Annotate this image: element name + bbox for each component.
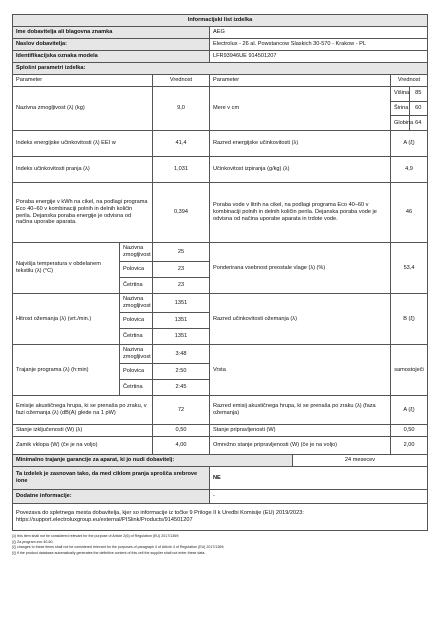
- capacity-label: Nazivna zmogljivost (λ) (kg): [13, 87, 153, 131]
- spin-class-label: Razred učinkovitosti ožemanja (λ): [210, 294, 391, 345]
- noise-class-value: A (ξ): [391, 396, 428, 425]
- dimensions-table: [391, 87, 427, 130]
- header-param: Parameter: [13, 75, 153, 87]
- duration-row-value: 2:50: [153, 364, 210, 380]
- supplier-address-label: Naslov dobavitelja:: [13, 39, 210, 51]
- duration-row-label: Nazivna zmogljivost: [120, 345, 153, 364]
- duration-row-label: Polovica: [120, 364, 153, 380]
- dimensions-cell: [391, 87, 428, 131]
- dim-height-label: Višina: [391, 87, 409, 101]
- moisture-value: 53,4: [391, 243, 428, 294]
- network-standby-label: Omrežno stanje pripravljenosti (W) (če je na voljo): [210, 437, 391, 455]
- dimensions-label: Mere v cm: [210, 87, 391, 131]
- dim-depth-value: 64: [409, 116, 427, 130]
- general-heading: Splošni parametri izdelka:: [13, 63, 428, 75]
- temp-row-label: Nazivna zmogljivost: [120, 243, 153, 262]
- type-value: samostoječi: [391, 345, 428, 396]
- footnote: (ξ) Za program eco 40-60.: [12, 539, 54, 544]
- energy-class-label: Razred energijske učinkovitosti (λ): [210, 131, 391, 157]
- supplier-name-value: AEG: [210, 27, 428, 39]
- off-mode-value: 0,50: [153, 425, 210, 437]
- footnote: (ξ) changes to these items shall not be considered relevant for the purposes of paragraph 4 of Article 4 of Regulation (EU) 2017/1369;: [12, 545, 225, 550]
- model-id-value: LFR93946UE 914501207: [210, 51, 428, 63]
- wash-index-value: 1,031: [153, 157, 210, 183]
- additional-info-value: -: [210, 490, 428, 504]
- supplier-address-value: Electrolux - 26 al. Powstancow Slaskich 30-570 - Krakow - PL: [210, 39, 428, 51]
- header-value: Vrednost: [153, 75, 210, 87]
- rinse-value: 4,9: [391, 157, 428, 183]
- footnote: (ξ) if the product database automatically generates the definitive content of this cell the supplier shall not enter these data.: [12, 550, 206, 555]
- info-table: [12, 14, 428, 531]
- standby-value: 0,50: [391, 425, 428, 437]
- energy-consumption-value: 0,394: [153, 183, 210, 243]
- energy-consumption-label: Poraba energije v kWh na cikel, na podlagi programa Eco 40–60 v kombinaciji polnih in delnih količin perila. Dejanska poraba energije je odvisna od načina uporabe aparata.: [13, 183, 153, 243]
- standby-label: Stanje pripravljenosti (W): [210, 425, 391, 437]
- spin-row-value: 1351: [153, 294, 210, 313]
- delay-start-value: 4,00: [153, 437, 210, 455]
- duration-label: Trajanje programa (λ) (h:min): [13, 345, 120, 396]
- sheet-title: Informacijski list izdelka: [13, 15, 428, 27]
- capacity-value: 9,0: [153, 87, 210, 131]
- delay-start-label: Zamik vklopa (W) (če je na voljo): [13, 437, 153, 455]
- spin-class-value: B (ξ): [391, 294, 428, 345]
- footnote: (λ) this item shall not be considered relevant for the purpose of Article 2(6) of Regulation (EU) 2017/1369;: [12, 534, 180, 538]
- duration-row-value: 2:45: [153, 380, 210, 396]
- header-param-2: Parameter: [210, 75, 391, 87]
- additional-info-label: Dodatne informacije:: [13, 490, 210, 504]
- duration-row-label: Četrtina: [120, 380, 153, 396]
- eei-label: Indeks energijske učinkovitosti (λ) EEI w: [13, 131, 153, 157]
- footnotes: [12, 534, 427, 556]
- temp-row-label: Polovica: [120, 262, 153, 278]
- noise-value: 72: [153, 396, 210, 425]
- off-mode-label: Stanje izključenosti (W) (λ): [13, 425, 153, 437]
- water-consumption-label: Poraba vode v litrih na cikel, na podlagi programa Eco 40–60 v kombinaciji polnih in delnih količin perila. Dejanska poraba vode je odvisna od načina uporabe aparata in trdote vode.: [210, 183, 391, 243]
- spin-row-label: Nazivna zmogljivost: [120, 294, 153, 313]
- temp-row-label: Četrtina: [120, 278, 153, 294]
- dim-width-label: Širina: [391, 101, 409, 116]
- warranty-label: Minimalno trajanje garancije za aparat, ki jo nudi dobavitelj:: [13, 455, 293, 467]
- spin-row-value: 1351: [153, 313, 210, 329]
- spin-row-label: Polovica: [120, 313, 153, 329]
- spin-row-value: 1351: [153, 329, 210, 345]
- model-id-label: Identifikacijska oznaka modela: [13, 51, 210, 63]
- duration-row-value: 3:48: [153, 345, 210, 364]
- wash-index-label: Indeks učinkovitosti pranja (λ): [13, 157, 153, 183]
- water-consumption-value: 46: [391, 183, 428, 243]
- rinse-label: Učinkovitost izpiranja (g/kg) (λ): [210, 157, 391, 183]
- temp-label: Najvišja temperatura v obdelanem tekstilu (λ) (°C): [13, 243, 120, 294]
- temp-row-value: 23: [153, 262, 210, 278]
- energy-class-value: A (ξ): [391, 131, 428, 157]
- network-standby-value: 2,00: [391, 437, 428, 455]
- spin-label: Hitrost ožemanja (λ) (vrt./min.): [13, 294, 120, 345]
- dim-depth-label: Globina: [391, 116, 409, 130]
- moisture-label: Ponderirana vsebnost preostale vlage (λ) (%): [210, 243, 391, 294]
- temp-row-value: 23: [153, 278, 210, 294]
- noise-class-label: Razred emisij akustičnega hrupa, ki se prenaša po zraku (λ) (faza ožemanja): [210, 396, 391, 425]
- header-value-2: Vrednost: [391, 75, 428, 87]
- silver-ions-value: NE: [210, 467, 428, 490]
- warranty-value: 24 mesecev: [293, 455, 428, 467]
- eei-value: 41,4: [153, 131, 210, 157]
- silver-ions-label: Ta izdelek je zasnovan tako, da med ciklom pranja sprošča srebrove ione: [13, 467, 210, 490]
- type-label: Vrsta: [210, 345, 391, 396]
- temp-row-value: 25: [153, 243, 210, 262]
- dim-height-value: 85: [409, 87, 427, 101]
- product-information-sheet: [12, 14, 427, 556]
- dim-width-value: 60: [409, 101, 427, 116]
- supplier-name-label: Ime dobavitelja ali blagovna znamka: [13, 27, 210, 39]
- spin-row-label: Četrtina: [120, 329, 153, 345]
- supplier-link-text: Povezava do spletnega mesta dobavitelja, kjer so informacije iz točke 9 Priloge II k Uredbi Komisije (EU) 2019/2023: https://support.electroluxgroup.eu/external/PISlink/Products/914501207: [13, 504, 428, 531]
- noise-label: Emisije akustičnega hrupa, ki se prenaša po zraku, v fazi ožemanja (λ) (dB(A) glede na 1 pW): [13, 396, 153, 425]
